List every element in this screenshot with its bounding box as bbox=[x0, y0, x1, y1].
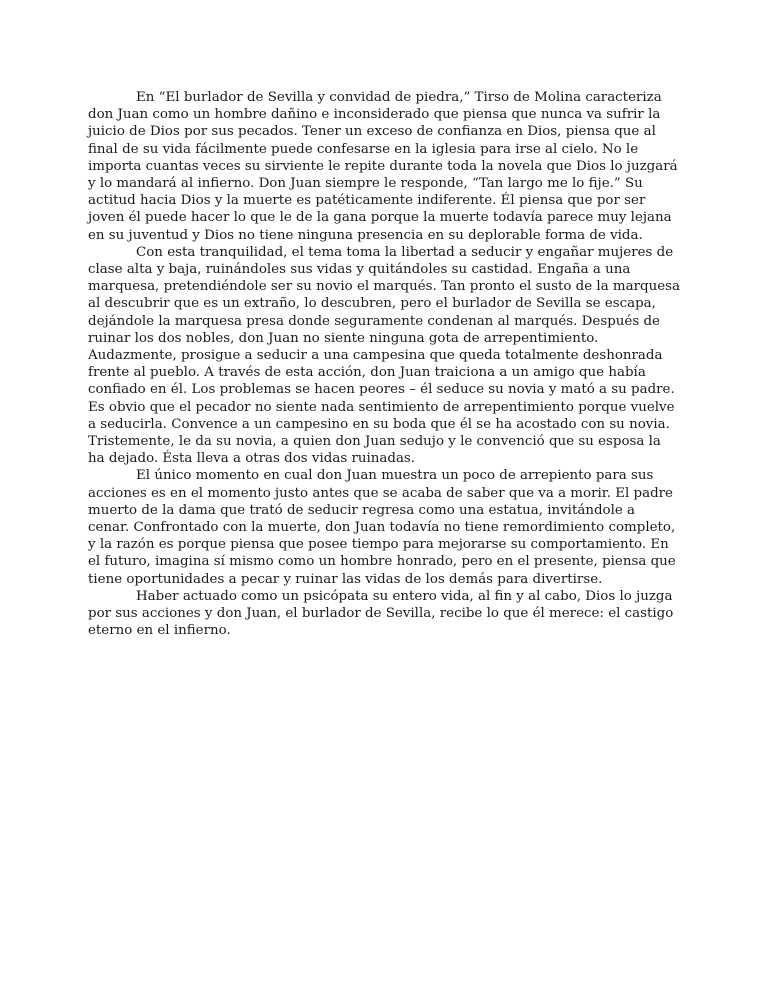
paragraph-4: Haber actuado como un psicópata su entero vida, al fin y al cabo, Dios lo juzga por sus acciones y don Juan, el burlador de Sevilla, recibe lo que él merece: el castigo eterno en el infierno. bbox=[88, 588, 674, 639]
essay-body bbox=[88, 89, 680, 640]
paragraph-2: Con esta tranquilidad, el tema toma la libertad a seducir y engañar mujeres de clase alta y baja, ruinándoles sus vidas y quitándoles su castidad. Engaña a una marquesa, pretendiéndole ser su novio el marqués. Tan pronto el susto de la marquesa al descubrir que es un extraño, lo descubren, pero el burlador de Sevilla se escapa, dejándole la marquesa presa donde seguramente condenan al marqués. Después de ruinar los dos nobles, don Juan no siente ninguna gota de arrepentimiento. Audazmente, prosigue a seducir a una campesina que queda totalmente deshonrada frente al pueblo. A través de esta acción, don Juan traiciona a un amigo que había confiado en él. Los problemas se hacen peores – él seduce su novia y mató a su padre. Es obvio que el pecador no siente nada sentimiento de arrepentimiento porque vuelve a seducirla. Convence a un campesino en su boda que él se ha acostado con su novia. Tristemente, le da su novia, a quien don Juan sedujo y le convenció que su esposa la ha dejado. Ésta lleva a otras dos vidas ruinadas. bbox=[88, 244, 680, 467]
paragraph-3: El único momento en cual don Juan muestra un poco de arrepiento para sus acciones es en el momento justo antes que se acaba de saber que va a morir. El padre muerto de la dama que trató de seducir regresa como una estatua, invitándole a cenar. Confrontado con la muerte, don Juan todavía no tiene remordimiento completo, y la razón es porque piensa que posee tiempo para mejorarse su comportamiento. En el futuro, imagina sí mismo como un hombre honrado, pero en el presente, piensa que tiene oportunidades a pecar y ruinar las vidas de los demás para divertirse. bbox=[88, 468, 676, 587]
paragraph-1: En “El burlador de Sevilla y convidad de piedra,” Tirso de Molina caracteriza don Juan como un hombre dañino e inconsiderado que piensa que nunca va sufrir la juicio de Dios por sus pecados. Tener un exceso de confianza en Dios, piensa que al final de su vida fácilmente puede confesarse en la iglesia para irse al cielo. No le importa cuantas veces su sirviente le repite durante toda la novela que Dios lo juzgará y lo mandará al infierno. Don Juan siempre le responde, “Tan largo me lo fije.” Su actitud hacia Dios y la muerte es patéticamente indiferente. Él piensa que por ser joven él puede hacer lo que le de la gana porque la muerte todavía parece muy lejana en su juventud y Dios no tiene ninguna presencia en su deplorable forma de vida. bbox=[88, 90, 678, 243]
